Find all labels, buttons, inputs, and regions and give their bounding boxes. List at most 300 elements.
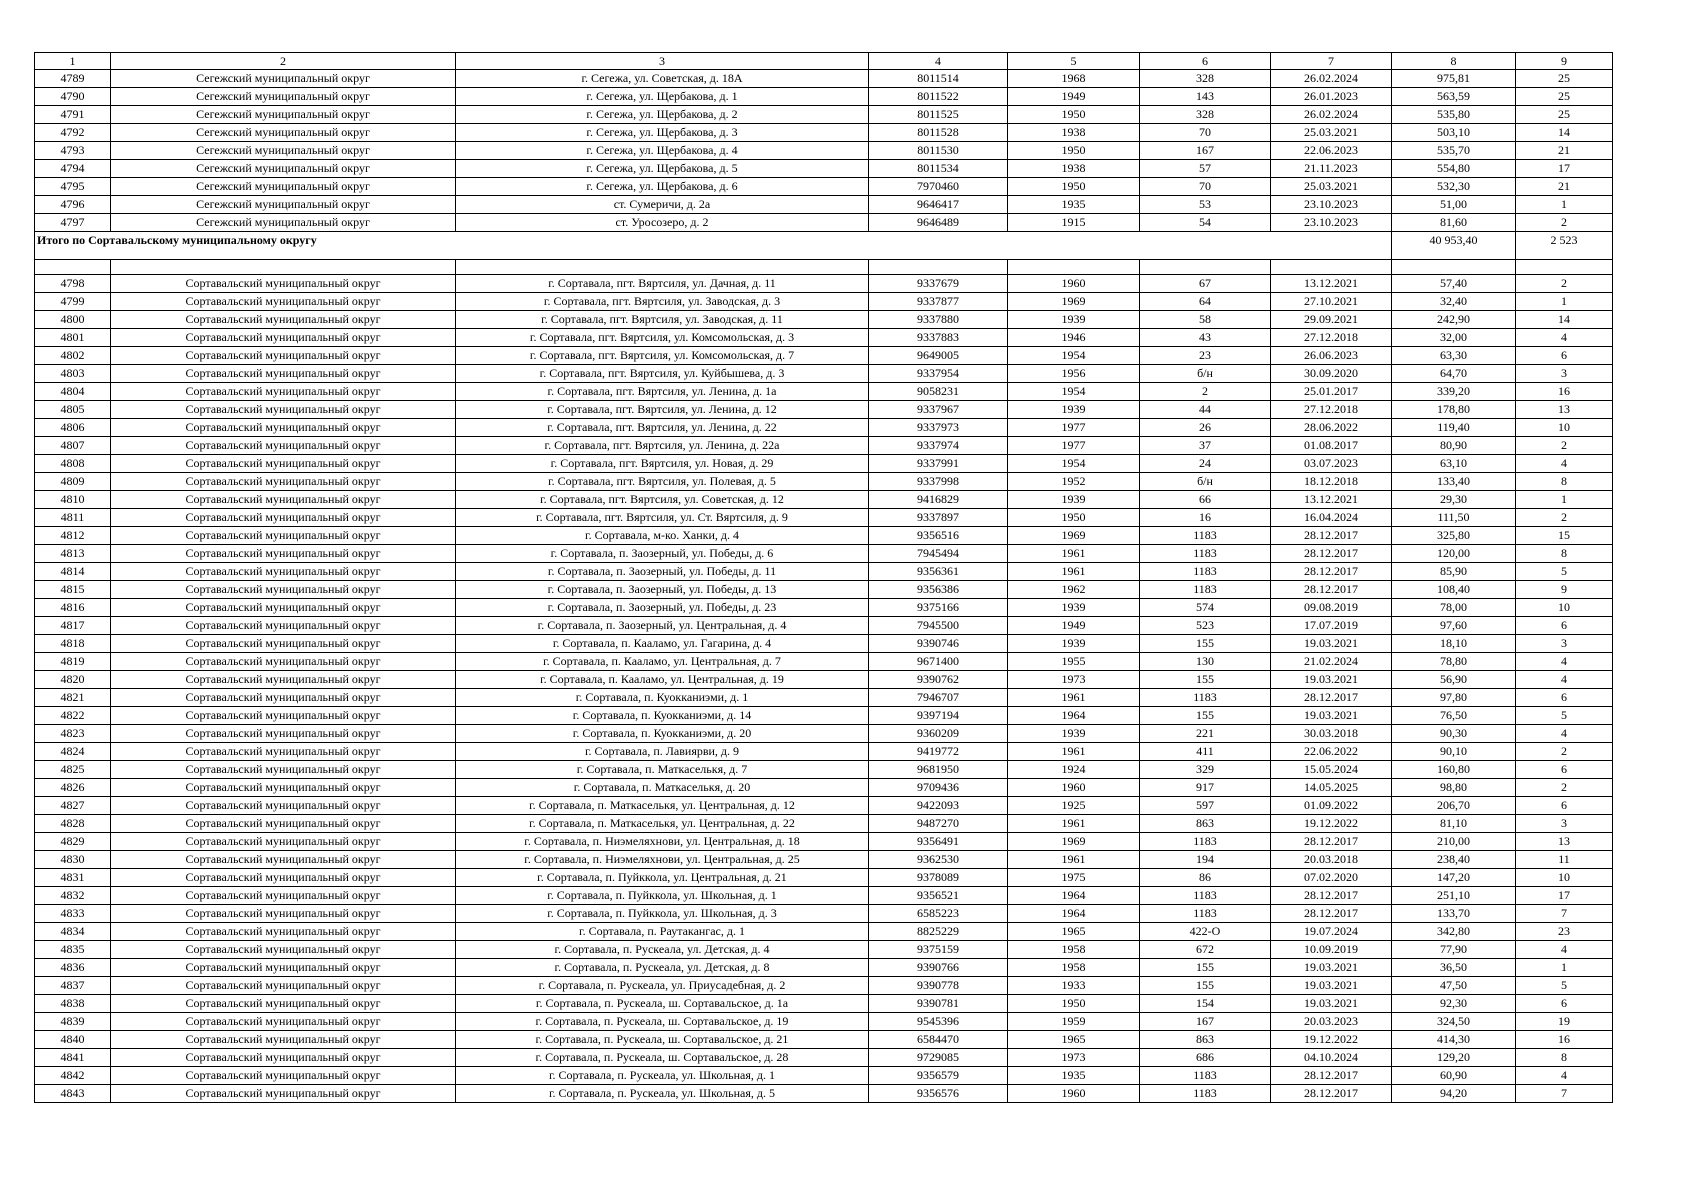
cell-year: 1975 bbox=[1008, 869, 1140, 887]
cell-number: 4789 bbox=[35, 70, 111, 88]
cell-code: 9378089 bbox=[869, 869, 1008, 887]
cell-code: 9422093 bbox=[869, 797, 1008, 815]
cell-date: 27.12.2018 bbox=[1271, 329, 1392, 347]
cell-area: 77,90 bbox=[1392, 941, 1516, 959]
cell-number: 4807 bbox=[35, 437, 111, 455]
cell-municipality: Сортавальский муниципальный округ bbox=[111, 653, 456, 671]
cell-municipality: Сортавальский муниципальный округ bbox=[111, 1085, 456, 1103]
cell-residents: 2 bbox=[1516, 275, 1613, 293]
cell-area: 81,60 bbox=[1392, 214, 1516, 232]
separator-row bbox=[35, 260, 1613, 275]
cell-number: 4841 bbox=[35, 1049, 111, 1067]
empty-cell bbox=[35, 260, 111, 275]
cell-municipality: Сортавальский муниципальный округ bbox=[111, 1031, 456, 1049]
column-header: 4 bbox=[869, 53, 1008, 70]
cell-residents: 21 bbox=[1516, 142, 1613, 160]
cell-municipality: Сортавальский муниципальный округ bbox=[111, 941, 456, 959]
cell-code: 9649005 bbox=[869, 347, 1008, 365]
cell-number: 4809 bbox=[35, 473, 111, 491]
cell-municipality: Сегежский муниципальный округ bbox=[111, 160, 456, 178]
table-row bbox=[35, 815, 1613, 833]
cell-doc-number: 863 bbox=[1140, 1031, 1271, 1049]
cell-number: 4822 bbox=[35, 707, 111, 725]
cell-code: 9416829 bbox=[869, 491, 1008, 509]
cell-date: 20.03.2023 bbox=[1271, 1013, 1392, 1031]
cell-residents: 10 bbox=[1516, 869, 1613, 887]
cell-date: 15.05.2024 bbox=[1271, 761, 1392, 779]
cell-code: 9058231 bbox=[869, 383, 1008, 401]
cell-doc-number: 67 bbox=[1140, 275, 1271, 293]
cell-code: 9337679 bbox=[869, 275, 1008, 293]
cell-number: 4828 bbox=[35, 815, 111, 833]
total-row bbox=[35, 232, 1613, 260]
cell-residents: 13 bbox=[1516, 401, 1613, 419]
cell-year: 1954 bbox=[1008, 455, 1140, 473]
cell-number: 4803 bbox=[35, 365, 111, 383]
cell-year: 1961 bbox=[1008, 563, 1140, 581]
cell-year: 1956 bbox=[1008, 365, 1140, 383]
cell-residents: 4 bbox=[1516, 941, 1613, 959]
column-header: 3 bbox=[456, 53, 869, 70]
cell-number: 4842 bbox=[35, 1067, 111, 1085]
cell-number: 4816 bbox=[35, 599, 111, 617]
cell-date: 03.07.2023 bbox=[1271, 455, 1392, 473]
cell-address: г. Сегежа, ул. Щербакова, д. 5 bbox=[456, 160, 869, 178]
cell-code: 9337967 bbox=[869, 401, 1008, 419]
cell-municipality: Сортавальский муниципальный округ bbox=[111, 743, 456, 761]
cell-doc-number: 86 bbox=[1140, 869, 1271, 887]
table-row bbox=[35, 329, 1613, 347]
cell-address: ст. Уросозеро, д. 2 bbox=[456, 214, 869, 232]
empty-cell bbox=[869, 260, 1008, 275]
cell-residents: 7 bbox=[1516, 905, 1613, 923]
table-row bbox=[35, 1049, 1613, 1067]
cell-municipality: Сортавальский муниципальный округ bbox=[111, 347, 456, 365]
cell-date: 26.02.2024 bbox=[1271, 70, 1392, 88]
cell-code: 8011514 bbox=[869, 70, 1008, 88]
cell-address: г. Сортавала, п. Заозерный, ул. Победы, д. 6 bbox=[456, 545, 869, 563]
cell-year: 1950 bbox=[1008, 106, 1140, 124]
cell-code: 9337897 bbox=[869, 509, 1008, 527]
cell-date: 10.09.2019 bbox=[1271, 941, 1392, 959]
cell-date: 22.06.2022 bbox=[1271, 743, 1392, 761]
cell-date: 19.03.2021 bbox=[1271, 959, 1392, 977]
cell-date: 28.12.2017 bbox=[1271, 527, 1392, 545]
table-row bbox=[35, 1085, 1613, 1103]
cell-code: 9390778 bbox=[869, 977, 1008, 995]
cell-municipality: Сортавальский муниципальный округ bbox=[111, 1049, 456, 1067]
cell-area: 535,80 bbox=[1392, 106, 1516, 124]
cell-residents: 15 bbox=[1516, 527, 1613, 545]
cell-year: 1939 bbox=[1008, 491, 1140, 509]
cell-doc-number: 1183 bbox=[1140, 545, 1271, 563]
cell-municipality: Сортавальский муниципальный округ bbox=[111, 491, 456, 509]
cell-year: 1965 bbox=[1008, 1031, 1140, 1049]
cell-number: 4821 bbox=[35, 689, 111, 707]
cell-doc-number: 167 bbox=[1140, 1013, 1271, 1031]
cell-residents: 10 bbox=[1516, 599, 1613, 617]
cell-residents: 2 bbox=[1516, 743, 1613, 761]
cell-date: 28.12.2017 bbox=[1271, 1085, 1392, 1103]
cell-municipality: Сегежский муниципальный округ bbox=[111, 124, 456, 142]
cell-residents: 6 bbox=[1516, 347, 1613, 365]
cell-number: 4796 bbox=[35, 196, 111, 214]
cell-year: 1961 bbox=[1008, 743, 1140, 761]
cell-residents: 25 bbox=[1516, 70, 1613, 88]
table-row bbox=[35, 563, 1613, 581]
cell-municipality: Сегежский муниципальный округ bbox=[111, 196, 456, 214]
cell-area: 80,90 bbox=[1392, 437, 1516, 455]
table-row bbox=[35, 779, 1613, 797]
cell-number: 4808 bbox=[35, 455, 111, 473]
cell-area: 94,20 bbox=[1392, 1085, 1516, 1103]
cell-year: 1939 bbox=[1008, 725, 1140, 743]
cell-year: 1939 bbox=[1008, 311, 1140, 329]
cell-code: 7970460 bbox=[869, 178, 1008, 196]
cell-year: 1977 bbox=[1008, 437, 1140, 455]
cell-municipality: Сортавальский муниципальный округ bbox=[111, 707, 456, 725]
cell-residents: 2 bbox=[1516, 509, 1613, 527]
cell-date: 26.01.2023 bbox=[1271, 88, 1392, 106]
cell-area: 97,60 bbox=[1392, 617, 1516, 635]
cell-residents: 2 bbox=[1516, 779, 1613, 797]
cell-code: 9360209 bbox=[869, 725, 1008, 743]
cell-area: 503,10 bbox=[1392, 124, 1516, 142]
column-header: 8 bbox=[1392, 53, 1516, 70]
cell-doc-number: б/н bbox=[1140, 473, 1271, 491]
empty-cell bbox=[456, 260, 869, 275]
cell-municipality: Сортавальский муниципальный округ bbox=[111, 401, 456, 419]
cell-municipality: Сортавальский муниципальный округ bbox=[111, 563, 456, 581]
cell-date: 09.08.2019 bbox=[1271, 599, 1392, 617]
cell-area: 238,40 bbox=[1392, 851, 1516, 869]
table-row bbox=[35, 977, 1613, 995]
cell-municipality: Сортавальский муниципальный округ bbox=[111, 383, 456, 401]
cell-code: 9356579 bbox=[869, 1067, 1008, 1085]
column-header: 5 bbox=[1008, 53, 1140, 70]
cell-number: 4814 bbox=[35, 563, 111, 581]
cell-municipality: Сортавальский муниципальный округ bbox=[111, 365, 456, 383]
cell-year: 1958 bbox=[1008, 959, 1140, 977]
cell-area: 251,10 bbox=[1392, 887, 1516, 905]
cell-code: 9545396 bbox=[869, 1013, 1008, 1031]
cell-code: 9337954 bbox=[869, 365, 1008, 383]
cell-year: 1955 bbox=[1008, 653, 1140, 671]
cell-number: 4820 bbox=[35, 671, 111, 689]
cell-municipality: Сортавальский муниципальный округ bbox=[111, 419, 456, 437]
cell-doc-number: 411 bbox=[1140, 743, 1271, 761]
cell-year: 1960 bbox=[1008, 275, 1140, 293]
cell-address: г. Сортавала, пгт. Вяртсиля, ул. Дачная, д. 11 bbox=[456, 275, 869, 293]
cell-address: г. Сортавала, м-ко. Ханки, д. 4 bbox=[456, 527, 869, 545]
cell-doc-number: 57 bbox=[1140, 160, 1271, 178]
cell-number: 4797 bbox=[35, 214, 111, 232]
cell-area: 47,50 bbox=[1392, 977, 1516, 995]
cell-area: 85,90 bbox=[1392, 563, 1516, 581]
cell-year: 1977 bbox=[1008, 419, 1140, 437]
cell-residents: 17 bbox=[1516, 887, 1613, 905]
table-row bbox=[35, 905, 1613, 923]
cell-date: 25.01.2017 bbox=[1271, 383, 1392, 401]
cell-doc-number: 155 bbox=[1140, 977, 1271, 995]
table-body bbox=[35, 53, 1613, 1103]
cell-doc-number: 130 bbox=[1140, 653, 1271, 671]
cell-address: г. Сортавала, пгт. Вяртсиля, ул. Полевая, д. 5 bbox=[456, 473, 869, 491]
cell-number: 4827 bbox=[35, 797, 111, 815]
cell-number: 4833 bbox=[35, 905, 111, 923]
cell-address: г. Сортавала, п. Лавиярви, д. 9 bbox=[456, 743, 869, 761]
cell-date: 21.11.2023 bbox=[1271, 160, 1392, 178]
cell-number: 4824 bbox=[35, 743, 111, 761]
cell-date: 17.07.2019 bbox=[1271, 617, 1392, 635]
cell-year: 1935 bbox=[1008, 196, 1140, 214]
cell-address: г. Сортавала, п. Заозерный, ул. Победы, д. 11 bbox=[456, 563, 869, 581]
cell-area: 78,00 bbox=[1392, 599, 1516, 617]
cell-code: 9729085 bbox=[869, 1049, 1008, 1067]
cell-address: г. Сегежа, ул. Щербакова, д. 2 bbox=[456, 106, 869, 124]
cell-residents: 11 bbox=[1516, 851, 1613, 869]
cell-doc-number: 66 bbox=[1140, 491, 1271, 509]
cell-address: г. Сортавала, п. Рускеала, ул. Детская, д. 4 bbox=[456, 941, 869, 959]
cell-code: 8011534 bbox=[869, 160, 1008, 178]
cell-address: г. Сортавала, п. Пуйккола, ул. Школьная, д. 3 bbox=[456, 905, 869, 923]
cell-municipality: Сортавальский муниципальный округ bbox=[111, 293, 456, 311]
column-header: 7 bbox=[1271, 53, 1392, 70]
cell-area: 119,40 bbox=[1392, 419, 1516, 437]
table-row bbox=[35, 527, 1613, 545]
cell-residents: 6 bbox=[1516, 995, 1613, 1013]
cell-date: 27.12.2018 bbox=[1271, 401, 1392, 419]
table-row bbox=[35, 347, 1613, 365]
cell-year: 1954 bbox=[1008, 383, 1140, 401]
cell-address: г. Сортавала, п. Куокканиэми, д. 14 bbox=[456, 707, 869, 725]
cell-address: г. Сортавала, п. Рускеала, ш. Сортавальское, д. 19 bbox=[456, 1013, 869, 1031]
cell-address: г. Сортавала, п. Кааламо, ул. Центральная, д. 19 bbox=[456, 671, 869, 689]
cell-municipality: Сортавальский муниципальный округ bbox=[111, 977, 456, 995]
cell-municipality: Сортавальский муниципальный округ bbox=[111, 1067, 456, 1085]
cell-doc-number: 221 bbox=[1140, 725, 1271, 743]
cell-area: 32,00 bbox=[1392, 329, 1516, 347]
cell-address: г. Сортавала, п. Рускеала, ул. Детская, д. 8 bbox=[456, 959, 869, 977]
cell-doc-number: 194 bbox=[1140, 851, 1271, 869]
cell-doc-number: 863 bbox=[1140, 815, 1271, 833]
table-row bbox=[35, 70, 1613, 88]
cell-municipality: Сегежский муниципальный округ bbox=[111, 106, 456, 124]
cell-date: 13.12.2021 bbox=[1271, 275, 1392, 293]
cell-year: 1965 bbox=[1008, 923, 1140, 941]
cell-date: 28.12.2017 bbox=[1271, 581, 1392, 599]
cell-area: 32,40 bbox=[1392, 293, 1516, 311]
cell-year: 1925 bbox=[1008, 797, 1140, 815]
table-row bbox=[35, 509, 1613, 527]
cell-residents: 13 bbox=[1516, 833, 1613, 851]
cell-year: 1954 bbox=[1008, 347, 1140, 365]
cell-code: 9356521 bbox=[869, 887, 1008, 905]
cell-date: 01.09.2022 bbox=[1271, 797, 1392, 815]
cell-area: 160,80 bbox=[1392, 761, 1516, 779]
cell-date: 07.02.2020 bbox=[1271, 869, 1392, 887]
cell-doc-number: 523 bbox=[1140, 617, 1271, 635]
cell-doc-number: 37 bbox=[1140, 437, 1271, 455]
cell-number: 4794 bbox=[35, 160, 111, 178]
cell-year: 1961 bbox=[1008, 815, 1140, 833]
cell-address: г. Сортавала, пгт. Вяртсиля, ул. Новая, д. 29 bbox=[456, 455, 869, 473]
cell-date: 28.06.2022 bbox=[1271, 419, 1392, 437]
cell-address: г. Сегежа, ул. Щербакова, д. 4 bbox=[456, 142, 869, 160]
cell-address: г. Сортавала, п. Ниэмеляхнови, ул. Центральная, д. 25 bbox=[456, 851, 869, 869]
cell-number: 4790 bbox=[35, 88, 111, 106]
cell-date: 30.09.2020 bbox=[1271, 365, 1392, 383]
table-row bbox=[35, 419, 1613, 437]
cell-code: 9356491 bbox=[869, 833, 1008, 851]
cell-doc-number: 167 bbox=[1140, 142, 1271, 160]
cell-date: 28.12.2017 bbox=[1271, 887, 1392, 905]
register-table bbox=[34, 52, 1613, 1103]
cell-area: 97,80 bbox=[1392, 689, 1516, 707]
cell-municipality: Сегежский муниципальный округ bbox=[111, 142, 456, 160]
cell-municipality: Сегежский муниципальный округ bbox=[111, 88, 456, 106]
cell-date: 28.12.2017 bbox=[1271, 563, 1392, 581]
cell-doc-number: 1183 bbox=[1140, 581, 1271, 599]
column-header: 1 bbox=[35, 53, 111, 70]
cell-doc-number: 155 bbox=[1140, 635, 1271, 653]
cell-doc-number: 1183 bbox=[1140, 527, 1271, 545]
cell-number: 4818 bbox=[35, 635, 111, 653]
cell-residents: 8 bbox=[1516, 1049, 1613, 1067]
cell-doc-number: 597 bbox=[1140, 797, 1271, 815]
cell-residents: 3 bbox=[1516, 815, 1613, 833]
cell-doc-number: 2 bbox=[1140, 383, 1271, 401]
empty-cell bbox=[1271, 260, 1392, 275]
cell-address: г. Сортавала, п. Кааламо, ул. Центральная, д. 7 bbox=[456, 653, 869, 671]
cell-code: 9337973 bbox=[869, 419, 1008, 437]
cell-doc-number: 64 bbox=[1140, 293, 1271, 311]
cell-address: г. Сортавала, п. Кааламо, ул. Гагарина, д. 4 bbox=[456, 635, 869, 653]
cell-municipality: Сортавальский муниципальный округ bbox=[111, 311, 456, 329]
cell-residents: 14 bbox=[1516, 124, 1613, 142]
cell-doc-number: 54 bbox=[1140, 214, 1271, 232]
cell-area: 29,30 bbox=[1392, 491, 1516, 509]
table-row bbox=[35, 1013, 1613, 1031]
cell-doc-number: 155 bbox=[1140, 707, 1271, 725]
cell-code: 6585223 bbox=[869, 905, 1008, 923]
cell-municipality: Сортавальский муниципальный округ bbox=[111, 455, 456, 473]
cell-residents: 1 bbox=[1516, 196, 1613, 214]
table-row bbox=[35, 88, 1613, 106]
cell-date: 19.07.2024 bbox=[1271, 923, 1392, 941]
table-row bbox=[35, 437, 1613, 455]
cell-doc-number: 574 bbox=[1140, 599, 1271, 617]
cell-doc-number: 23 bbox=[1140, 347, 1271, 365]
cell-date: 28.12.2017 bbox=[1271, 1067, 1392, 1085]
cell-area: 111,50 bbox=[1392, 509, 1516, 527]
table-row bbox=[35, 455, 1613, 473]
cell-residents: 10 bbox=[1516, 419, 1613, 437]
cell-number: 4839 bbox=[35, 1013, 111, 1031]
cell-number: 4795 bbox=[35, 178, 111, 196]
cell-number: 4792 bbox=[35, 124, 111, 142]
total-label: Итого по Сортавальскому муниципальному округу bbox=[35, 232, 1392, 260]
cell-residents: 16 bbox=[1516, 383, 1613, 401]
table-row bbox=[35, 833, 1613, 851]
cell-address: г. Сортавала, п. Рускеала, ул. Школьная, д. 5 bbox=[456, 1085, 869, 1103]
cell-year: 1968 bbox=[1008, 70, 1140, 88]
cell-municipality: Сортавальский муниципальный округ bbox=[111, 599, 456, 617]
cell-municipality: Сортавальский муниципальный округ bbox=[111, 905, 456, 923]
cell-address: г. Сортавала, п. Рускеала, ш. Сортавальское, д. 28 bbox=[456, 1049, 869, 1067]
cell-residents: 1 bbox=[1516, 293, 1613, 311]
cell-area: 63,30 bbox=[1392, 347, 1516, 365]
cell-code: 8011528 bbox=[869, 124, 1008, 142]
cell-number: 4843 bbox=[35, 1085, 111, 1103]
cell-municipality: Сортавальский муниципальный округ bbox=[111, 869, 456, 887]
total-count: 2 523 bbox=[1516, 232, 1613, 260]
cell-year: 1969 bbox=[1008, 833, 1140, 851]
cell-address: г. Сортавала, п. Рускеала, ш. Сортавальское, д. 21 bbox=[456, 1031, 869, 1049]
cell-number: 4810 bbox=[35, 491, 111, 509]
cell-municipality: Сортавальский муниципальный округ bbox=[111, 671, 456, 689]
table-row bbox=[35, 599, 1613, 617]
cell-area: 76,50 bbox=[1392, 707, 1516, 725]
cell-year: 1938 bbox=[1008, 124, 1140, 142]
cell-address: г. Сортавала, пгт. Вяртсиля, ул. Комсомольская, д. 3 bbox=[456, 329, 869, 347]
cell-year: 1958 bbox=[1008, 941, 1140, 959]
cell-date: 04.10.2024 bbox=[1271, 1049, 1392, 1067]
cell-residents: 5 bbox=[1516, 977, 1613, 995]
table-row bbox=[35, 311, 1613, 329]
cell-area: 133,70 bbox=[1392, 905, 1516, 923]
column-header: 2 bbox=[111, 53, 456, 70]
cell-year: 1949 bbox=[1008, 88, 1140, 106]
cell-municipality: Сегежский муниципальный округ bbox=[111, 70, 456, 88]
cell-address: г. Сортавала, пгт. Вяртсиля, ул. Ленина, д. 12 bbox=[456, 401, 869, 419]
cell-code: 9337998 bbox=[869, 473, 1008, 491]
cell-date: 19.12.2022 bbox=[1271, 815, 1392, 833]
empty-cell bbox=[1008, 260, 1140, 275]
cell-residents: 23 bbox=[1516, 923, 1613, 941]
cell-residents: 6 bbox=[1516, 761, 1613, 779]
cell-municipality: Сортавальский муниципальный округ bbox=[111, 851, 456, 869]
cell-municipality: Сортавальский муниципальный округ bbox=[111, 509, 456, 527]
cell-year: 1938 bbox=[1008, 160, 1140, 178]
cell-number: 4825 bbox=[35, 761, 111, 779]
cell-address: г. Сортавала, п. Маткаселькя, д. 7 bbox=[456, 761, 869, 779]
cell-number: 4836 bbox=[35, 959, 111, 977]
cell-area: 36,50 bbox=[1392, 959, 1516, 977]
table-row bbox=[35, 545, 1613, 563]
total-area: 40 953,40 bbox=[1392, 232, 1516, 260]
cell-address: г. Сортавала, пгт. Вяртсиля, ул. Комсомольская, д. 7 bbox=[456, 347, 869, 365]
table-row bbox=[35, 869, 1613, 887]
cell-date: 23.10.2023 bbox=[1271, 214, 1392, 232]
cell-year: 1961 bbox=[1008, 545, 1140, 563]
cell-address: г. Сортавала, п. Рускеала, ул. Школьная, д. 1 bbox=[456, 1067, 869, 1085]
table-row bbox=[35, 671, 1613, 689]
cell-number: 4840 bbox=[35, 1031, 111, 1049]
cell-residents: 6 bbox=[1516, 689, 1613, 707]
cell-code: 9397194 bbox=[869, 707, 1008, 725]
cell-doc-number: 70 bbox=[1140, 178, 1271, 196]
cell-number: 4823 bbox=[35, 725, 111, 743]
cell-municipality: Сортавальский муниципальный округ bbox=[111, 473, 456, 491]
cell-address: г. Сортавала, пгт. Вяртсиля, ул. Ст. Вяртсиля, д. 9 bbox=[456, 509, 869, 527]
cell-year: 1950 bbox=[1008, 178, 1140, 196]
cell-doc-number: 672 bbox=[1140, 941, 1271, 959]
cell-code: 7945494 bbox=[869, 545, 1008, 563]
cell-doc-number: 917 bbox=[1140, 779, 1271, 797]
cell-code: 8011525 bbox=[869, 106, 1008, 124]
cell-municipality: Сортавальский муниципальный округ bbox=[111, 635, 456, 653]
